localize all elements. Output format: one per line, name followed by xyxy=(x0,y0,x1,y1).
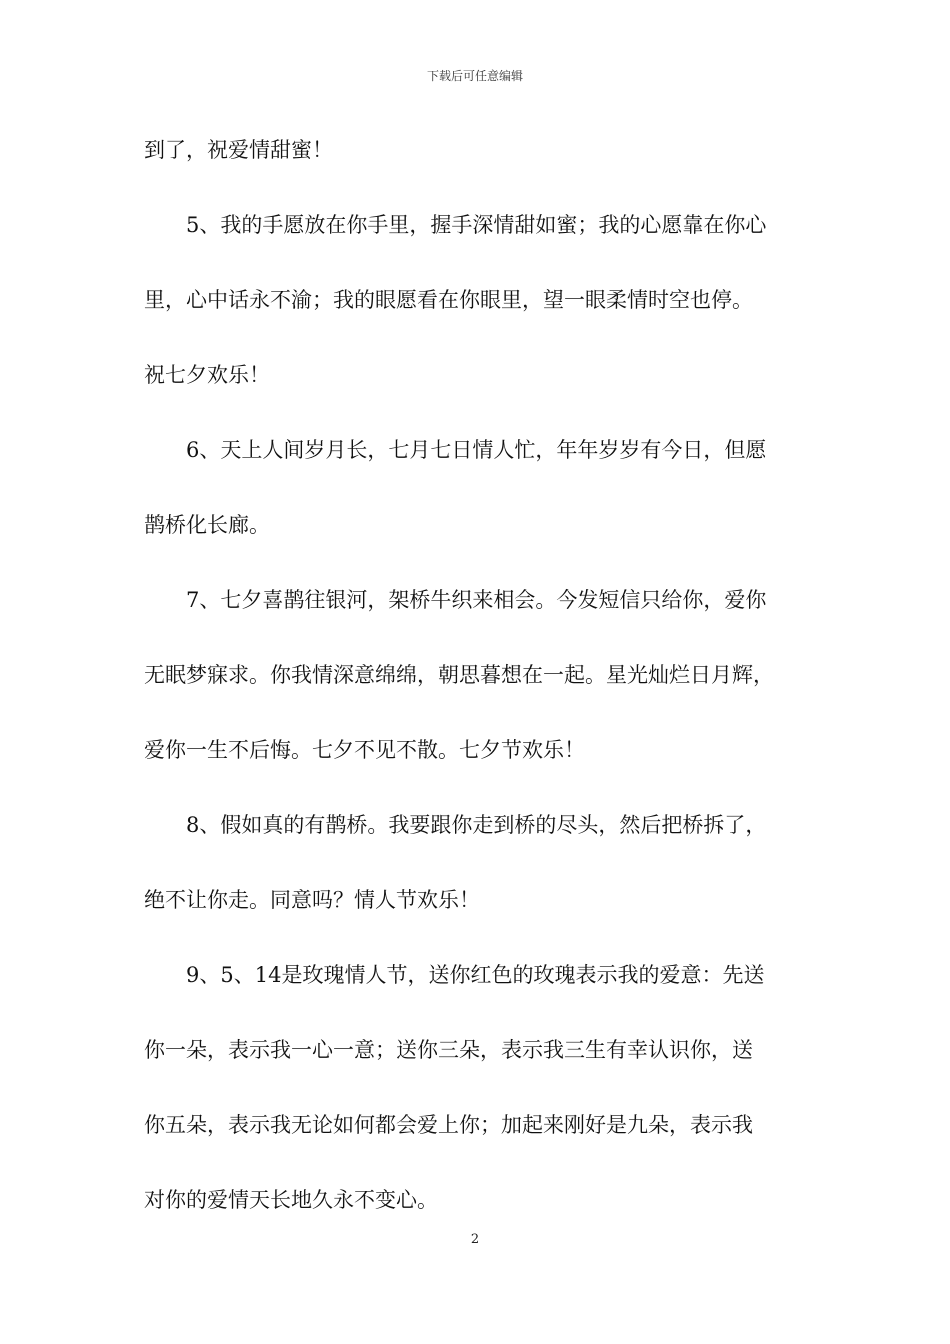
text-line: 爱你一生不后悔。七夕不见不散。七夕节欢乐！ xyxy=(144,738,585,762)
text-line: 5、我的手愿放在你手里，握手深情甜如蜜；我的心愿靠在你心 xyxy=(186,213,767,237)
text-line: 8、假如真的有鹊桥。我要跟你走到桥的尽头，然后把桥拆了， xyxy=(186,813,767,837)
text-line: 6、天上人间岁月长，七月七日情人忙，年年岁岁有今日，但愿 xyxy=(186,438,767,462)
page-header: 下载后可任意编辑 xyxy=(426,69,523,83)
paragraph xyxy=(144,432,814,545)
document-body xyxy=(144,132,814,1220)
text-line: 鹊桥化长廊。 xyxy=(144,513,270,537)
paragraph xyxy=(144,582,814,770)
paragraph xyxy=(144,957,814,1220)
paragraph xyxy=(144,207,814,395)
text-line: 无眠梦寐求。你我情深意绵绵，朝思暮想在一起。星光灿烂日月辉， xyxy=(144,663,774,687)
text-line: 绝不让你走。同意吗？情人节欢乐！ xyxy=(144,888,480,912)
text-line: 你一朵，表示我一心一意；送你三朵，表示我三生有幸认识你，送 xyxy=(144,1038,753,1062)
text-line: 你五朵，表示我无论如何都会爱上你；加起来刚好是九朵，表示我 xyxy=(144,1113,753,1137)
paragraph xyxy=(144,807,814,920)
paragraph xyxy=(144,132,814,170)
text-line: 到了，祝爱情甜蜜！ xyxy=(144,138,333,162)
text-line: 9、5、14是玫瑰情人节，送你红色的玫瑰表示我的爱意：先送 xyxy=(186,963,765,987)
text-line: 对你的爱情天长地久永不变心。 xyxy=(144,1188,438,1212)
page-number: 2 xyxy=(470,1232,480,1247)
text-line: 里，心中话永不渝；我的眼愿看在你眼里，望一眼柔情时空也停。 xyxy=(144,288,753,312)
text-line: 7、七夕喜鹊往银河，架桥牛织来相会。今发短信只给你，爱你 xyxy=(186,588,767,612)
text-line: 祝七夕欢乐！ xyxy=(144,363,270,387)
